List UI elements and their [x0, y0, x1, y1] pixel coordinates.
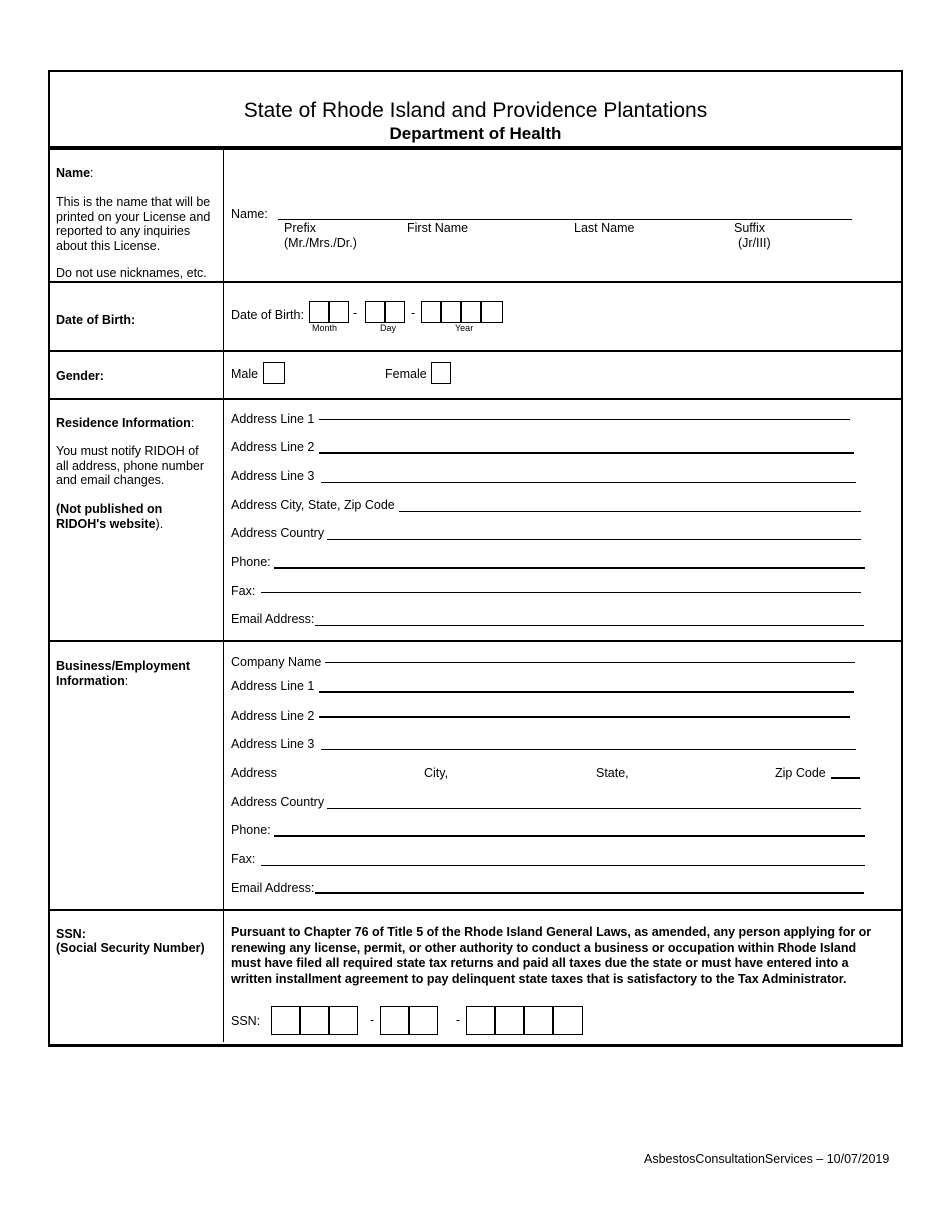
- male-label: Male: [231, 367, 259, 381]
- month-caption: Month: [312, 323, 338, 333]
- row-divider: [48, 909, 903, 911]
- row-divider: [48, 350, 903, 352]
- ssn-digit-3[interactable]: [329, 1006, 358, 1035]
- residence-note: (Not published on RIDOH's website).: [56, 502, 164, 531]
- last-name-label: Last Name: [574, 221, 635, 235]
- page-subtitle: Department of Health: [389, 124, 562, 143]
- business-fax-input[interactable]: [261, 865, 865, 866]
- business-address-line-2-label: Address Line 2: [231, 709, 315, 723]
- residence-address-line-3-input[interactable]: [321, 482, 856, 483]
- residence-country-input[interactable]: [327, 539, 861, 540]
- day-caption: Day: [380, 323, 397, 333]
- residence-phone-input[interactable]: [274, 567, 865, 569]
- row-divider: [48, 398, 903, 400]
- business-address-line-2-input[interactable]: [319, 716, 850, 718]
- ssn-dash: -: [370, 1013, 375, 1027]
- female-label: Female: [385, 367, 427, 381]
- dob-year-digit-3[interactable]: [461, 301, 481, 323]
- business-phone-label: Phone:: [231, 823, 271, 837]
- dob-dash: -: [353, 306, 358, 320]
- dob-month-digit-1[interactable]: [309, 301, 329, 323]
- ssn-field-label: SSN:: [231, 1014, 261, 1028]
- year-caption: Year: [455, 323, 474, 333]
- ssn-heading-2: (Social Security Number): [56, 941, 205, 955]
- dob-field-label: Date of Birth:: [231, 308, 304, 322]
- residence-description: You must notify RIDOH of all address, phone number and email changes.: [56, 444, 205, 487]
- dob-month-digit-2[interactable]: [329, 301, 349, 323]
- ssn-digit-1[interactable]: [271, 1006, 300, 1035]
- ssn-digit-9[interactable]: [553, 1006, 583, 1035]
- ssn-digit-2[interactable]: [300, 1006, 329, 1035]
- first-name-label: First Name: [407, 221, 469, 235]
- residence-address-line-1-label: Address Line 1: [231, 412, 315, 426]
- ssn-digit-4[interactable]: [380, 1006, 409, 1035]
- residence-country-label: Address Country: [231, 526, 325, 540]
- company-name-input[interactable]: [325, 662, 855, 663]
- column-divider: [223, 150, 224, 1042]
- business-zip-label: Zip Code: [775, 766, 826, 780]
- row-divider: [48, 281, 903, 283]
- residence-address-line-1-input[interactable]: [319, 419, 850, 420]
- dob-dash: -: [411, 306, 416, 320]
- name-field-label: Name:: [231, 207, 268, 221]
- form-footer: AsbestosConsultationServices – 10/07/2019: [644, 1152, 890, 1166]
- business-country-label: Address Country: [231, 795, 325, 809]
- dob-day-digit-2[interactable]: [385, 301, 405, 323]
- company-name-label: Company Name: [231, 655, 322, 669]
- header-divider: [48, 146, 903, 150]
- suffix-hint: (Jr/III): [738, 236, 771, 250]
- male-checkbox[interactable]: [263, 362, 285, 384]
- ssn-digit-7[interactable]: [495, 1006, 524, 1035]
- dob-day-digit-1[interactable]: [365, 301, 385, 323]
- name-heading: Name:: [56, 166, 94, 180]
- tax-compliance-paragraph: Pursuant to Chapter 76 of Title 5 of the Rhode Island General Laws, as amended, any person applying for or renewing any license, permit, or other authority to conduct a business or occupation within Rhode Island must have filed all required state tax returns and paid all taxes due the state or must have entered into a written installment agreement to pay delinquent state taxes that is satisfactory to the Tax Administrator.: [231, 925, 872, 986]
- business-address-line-1-input[interactable]: [319, 691, 854, 693]
- residence-heading: Residence Information:: [56, 416, 195, 430]
- business-address-label: Address: [231, 766, 277, 780]
- business-address-line-3-input[interactable]: [321, 749, 856, 750]
- residence-address-line-2-input[interactable]: [319, 452, 854, 454]
- ssn-dash: -: [456, 1013, 461, 1027]
- residence-email-input[interactable]: [315, 625, 864, 626]
- name-input[interactable]: [278, 219, 852, 220]
- residence-city-state-zip-input[interactable]: [399, 511, 861, 512]
- residence-fax-input[interactable]: [261, 592, 861, 593]
- row-divider: [48, 640, 903, 642]
- residence-phone-label: Phone:: [231, 555, 271, 569]
- business-country-input[interactable]: [327, 808, 861, 809]
- business-email-label: Email Address:: [231, 881, 315, 895]
- ssn-digit-5[interactable]: [409, 1006, 438, 1035]
- dob-year-digit-2[interactable]: [441, 301, 461, 323]
- prefix-label: Prefix: [284, 221, 316, 235]
- business-city-label: City,: [424, 766, 449, 780]
- business-zip-input[interactable]: [831, 777, 860, 779]
- name-description: This is the name that will be printed on your License and reported to any inquiries about this License.: [56, 195, 211, 253]
- name-note: Do not use nicknames, etc.: [56, 266, 207, 280]
- business-email-input[interactable]: [315, 892, 864, 894]
- business-address-line-1-label: Address Line 1: [231, 679, 315, 693]
- gender-heading: Gender:: [56, 369, 104, 383]
- residence-fax-label: Fax:: [231, 584, 256, 598]
- dob-heading: Date of Birth:: [56, 313, 136, 327]
- residence-city-state-zip-label: Address City, State, Zip Code: [231, 498, 395, 512]
- business-state-label: State,: [596, 766, 629, 780]
- suffix-label: Suffix: [734, 221, 766, 235]
- business-phone-input[interactable]: [274, 835, 865, 837]
- residence-address-line-2-label: Address Line 2: [231, 440, 315, 454]
- business-address-line-3-label: Address Line 3: [231, 737, 315, 751]
- residence-address-line-3-label: Address Line 3: [231, 469, 315, 483]
- ssn-heading: SSN:: [56, 927, 86, 941]
- page-title: State of Rhode Island and Providence Plantations: [243, 99, 708, 122]
- ssn-digit-6[interactable]: [466, 1006, 495, 1035]
- ssn-digit-8[interactable]: [524, 1006, 553, 1035]
- dob-year-digit-4[interactable]: [481, 301, 503, 323]
- prefix-hint: (Mr./Mrs./Dr.): [284, 236, 357, 250]
- business-heading: Business/Employment Information:: [56, 659, 191, 688]
- business-fax-label: Fax:: [231, 852, 256, 866]
- female-checkbox[interactable]: [431, 362, 451, 384]
- residence-email-label: Email Address:: [231, 612, 315, 626]
- dob-year-digit-1[interactable]: [421, 301, 441, 323]
